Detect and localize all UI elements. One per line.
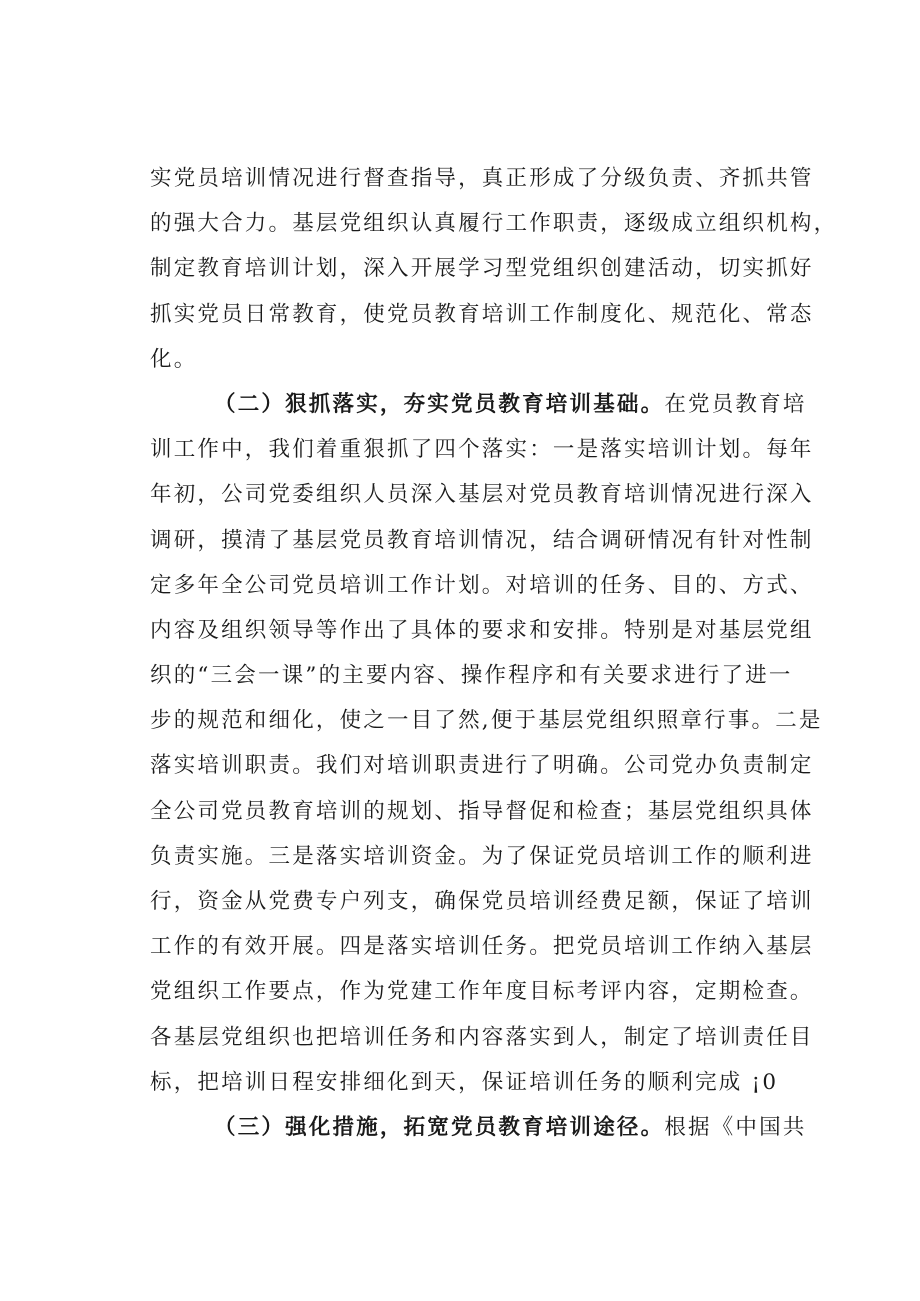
text-line: 负责实施。三是落实培训资金。为了保证党员培训工作的顺利进 [150, 843, 814, 869]
section-heading: （三）强化措施，拓宽党员教育培训途径。 [214, 1114, 665, 1140]
heading-continuation: 根据《中国共 [664, 1114, 807, 1140]
text-line: 各基层党组织也把培训任务和内容落实到人，制定了培训责任目 [150, 1024, 814, 1050]
text-line [150, 1105, 810, 1150]
text-line: 的强大合力。基层党组织认真履行工作职责，逐级成立组织机构， [150, 211, 838, 237]
text-line: 党组织工作要点，作为党建工作年度目标考评内容，定期检查。 [150, 979, 814, 1005]
text-line: 实党员培训情况进行督查指导，真正形成了分级负责、齐抓共管 [150, 166, 814, 191]
text-line: 抓实党员日常教育，使党员教育培训工作制度化、规范化、常态 [150, 301, 814, 327]
text-line: 工作的有效开展。四是落实培训任务。把党员培训工作纳入基层 [150, 934, 814, 960]
text-line: 制定教育培训计划，深入开展学习型党组织创建活动，切实抓好 [150, 256, 814, 282]
document-body [150, 156, 838, 1150]
paragraph-2 [150, 382, 823, 1105]
text-line: 标，把培训日程安排细化到天，保证培训任务的顺利完成 ¡0 [150, 1069, 779, 1095]
text-line: 全公司党员教育培训的规划、指导督促和检查；基层党组织具体 [150, 798, 814, 824]
text-line: 调研，摸清了基层党员教育培训情况，结合调研情况有针对性制 [150, 527, 814, 553]
text-line: 步的规范和细化，使之一目了然,便于基层党组织照章行事。二是 [150, 708, 823, 734]
section-heading: （二）狠抓落实，夯实党员教育培训基础。 [214, 391, 665, 417]
text-line: 训工作中，我们着重狠抓了四个落实：一是落实培训计划。每年 [150, 437, 814, 463]
text-line: 化。 [150, 346, 198, 372]
text-line: 织的“三会一课”的主要内容、操作程序和有关要求进行了进一 [150, 663, 793, 689]
text-line: 年初，公司党委组织人员深入基层对党员教育培训情况进行深入 [150, 482, 814, 508]
text-line: 行，资金从党费专户列支，确保党员培训经费足额，保证了培训 [150, 889, 814, 914]
text-line [150, 382, 810, 427]
text-line: 定多年全公司党员培训工作计划。对培训的任务、目的、方式、 [150, 572, 814, 598]
paragraph-3 [150, 1105, 810, 1150]
paragraph-1 [150, 156, 838, 382]
text-line: 落实培训职责。我们对培训职责进行了明确。公司党办负责制定 [150, 753, 814, 779]
text-line: 内容及组织领导等作出了具体的要求和安排。特别是对基层党组 [150, 617, 814, 643]
heading-continuation: 在党员教育培 [664, 391, 807, 417]
